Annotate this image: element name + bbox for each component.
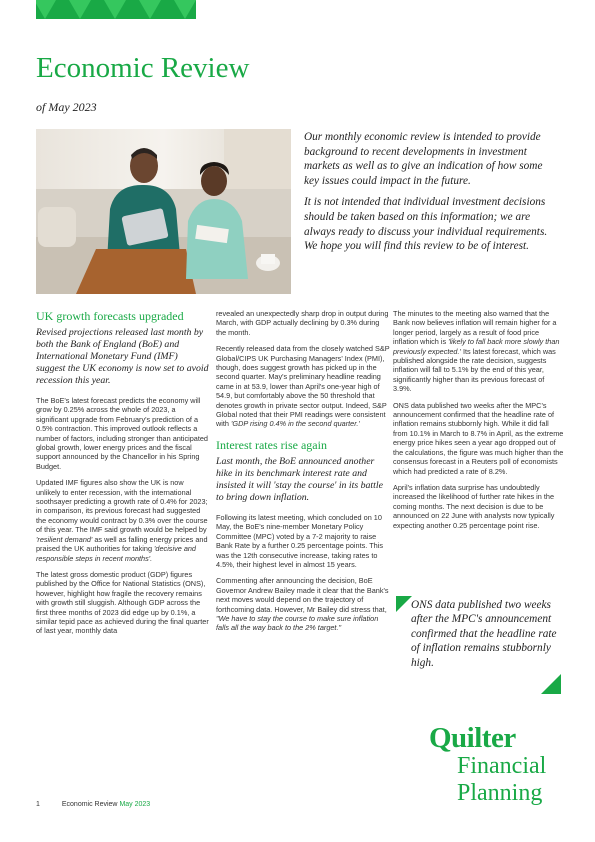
quoted-text: 'likely to fall back more slowly than previously expected.' bbox=[393, 337, 560, 356]
body-text: as well as falling energy prices and praised the UK authorities for taking bbox=[36, 534, 208, 554]
quoted-text: 'decisive and responsible steps in recent months'. bbox=[36, 544, 196, 563]
body-text: The minutes to the meeting also warned that the Bank now believes inflation will remain higher for a longer period, largely as a result of food price inflation which is bbox=[393, 309, 557, 347]
footer-publication: Economic Review bbox=[61, 801, 118, 808]
page-title: Economic Review bbox=[36, 52, 250, 84]
column-3 bbox=[393, 309, 564, 537]
section-lead: Last month, the BoE announced another hike in its benchmark interest rate and insisted it will 'stay the course' in its battle to bring down inflation. bbox=[216, 455, 383, 503]
page-footer bbox=[36, 801, 150, 808]
quoted-text: 'resilient demand' bbox=[36, 534, 93, 544]
couple-photo bbox=[36, 129, 291, 294]
body-paragraph: revealed an unexpectedly sharp drop in output during March, with GDP actually declining by 0.3% during the month. bbox=[216, 309, 389, 337]
column-2 bbox=[216, 309, 391, 640]
intro-paragraph: Our monthly economic review is intended to provide background to recent developments in investment markets as well as to give an indication of how some key issues could impact in the future. bbox=[304, 131, 543, 187]
quoted-text: 'GDP rising 0.4% in the second quarter.' bbox=[231, 419, 360, 429]
quilter-logo bbox=[429, 724, 546, 807]
pull-quote: ONS data published two weeks after the MPC's announcement confirmed that the headline rate of inflation remains stubbornly high. bbox=[411, 599, 557, 669]
page-subtitle: of May 2023 bbox=[36, 100, 97, 114]
page-number: 1 bbox=[36, 801, 40, 808]
body-paragraph: ONS data published two weeks after the MPC's announcement confirmed that the headline rate of inflation remains stubbornly high. While it did fall from 10.1% in March to 8.7% in April, as the extreme energy price hikes seen a year ago dropped out of the calculations, the figure was much higher than the consensus forecast in a Reuters poll of economists which had predicted a rate of 8.2%. bbox=[393, 400, 564, 476]
section-lead: Revised projections released last month by both the Bank of England (BoE) and International Monetary Fund (IMF) suggest the UK economy is now set to avoid recession this year. bbox=[36, 327, 209, 386]
intro-paragraph: It is not intended that individual investment decisions should be taken based on this information; we are always ready to discuss your individual requirements. We hope you will find this review to be of interest. bbox=[304, 196, 548, 253]
body-text: Updated IMF figures also show the UK is now unlikely to enter recession, with the international soothsayer predicting a growth rate of 0.4% for 2023; in comparison, its previous forecast had suggested the economy would contract by 0.3% over the course of this year. The IMF said growth would be helped by bbox=[36, 478, 208, 535]
body-paragraph bbox=[393, 309, 564, 394]
intro-text bbox=[304, 130, 560, 261]
footer-edition: May 2023 bbox=[119, 801, 151, 808]
column-1 bbox=[36, 309, 209, 643]
body-paragraph bbox=[36, 478, 209, 563]
logo-line: Quilter bbox=[429, 722, 516, 754]
body-paragraph bbox=[216, 344, 391, 429]
body-text: Commenting after announcing the decision, BoE Governor Andrew Bailey made it clear that the Bank's next moves would depend on the trajectory of forthcoming data. However, Mr Bailey did stress that, bbox=[216, 576, 389, 614]
pullquote-corner-top bbox=[396, 596, 412, 612]
body-paragraph bbox=[216, 576, 391, 632]
body-paragraph: The latest gross domestic product (GDP) figures published by the Office for National Statistics (ONS), however, highlight how fragile the recovery remains with growth still sluggish. Although GDP across the first three months of 2023 did edge up by 0.1%, a similar tepid pace as achieved during the final quarter of last year, monthly data bbox=[36, 569, 209, 636]
quoted-text: "We have to stay the course to make sure inflation falls all the way back to the 2% target." bbox=[216, 613, 379, 633]
section-heading-interest-rates: Interest rates rise again bbox=[216, 437, 327, 452]
body-text: Recently released data from the closely watched S&P Global/CIPS UK Purchasing Managers' Index (PMI), though, does suggest growth has picked up in the second quarter. May's preliminary headline reading came in at 53.9, lower than April's one-year high of 54.9, but comfortably above the 50 threshold that denotes growth in private sector output. Indeed, S&P Global noted that their PMI readings were consistent with bbox=[216, 344, 390, 429]
body-paragraph: The BoE's latest forecast predicts the economy will grow by 0.25% across the whole of 2023, a significant upgrade from February's prediction of a 0.5% contraction. This improved outlook reflects a number of factors, including stronger than anticipated global growth, lower energy prices and the fiscal support announced by the Chancellor in his Spring Budget. bbox=[36, 396, 208, 471]
pullquote-corner-bottom bbox=[541, 674, 561, 694]
logo-line: Planning bbox=[457, 780, 543, 806]
body-paragraph: April's inflation data surprise has undoubtedly increased the likelihood of further rate hikes in the coming months. The next decision is due to be announced on 22 June with analysts now typically expecting another 0.25 percentage point rise. bbox=[393, 482, 555, 530]
header-decoration-bar bbox=[36, 0, 196, 19]
section-heading-uk-growth: UK growth forecasts upgraded bbox=[36, 309, 184, 323]
body-text: Its latest forecast, which was published alongside the rate decision, suggests inflation will fall to 5.1% by the end of this year, significantly higher than its previous forecast of 3.9%. bbox=[393, 346, 556, 394]
body-paragraph: Following its latest meeting, which concluded on 10 May, the BoE's nine-member Monetary Policy Committee (MPC) voted by a 7-2 majority to raise Bank Rate by a further 0.25 percentage points. This was the 12th consecutive increase, taking rates to 4.5%, their highest level in almost 15 years. bbox=[216, 512, 383, 569]
logo-line: Financial bbox=[457, 753, 547, 779]
